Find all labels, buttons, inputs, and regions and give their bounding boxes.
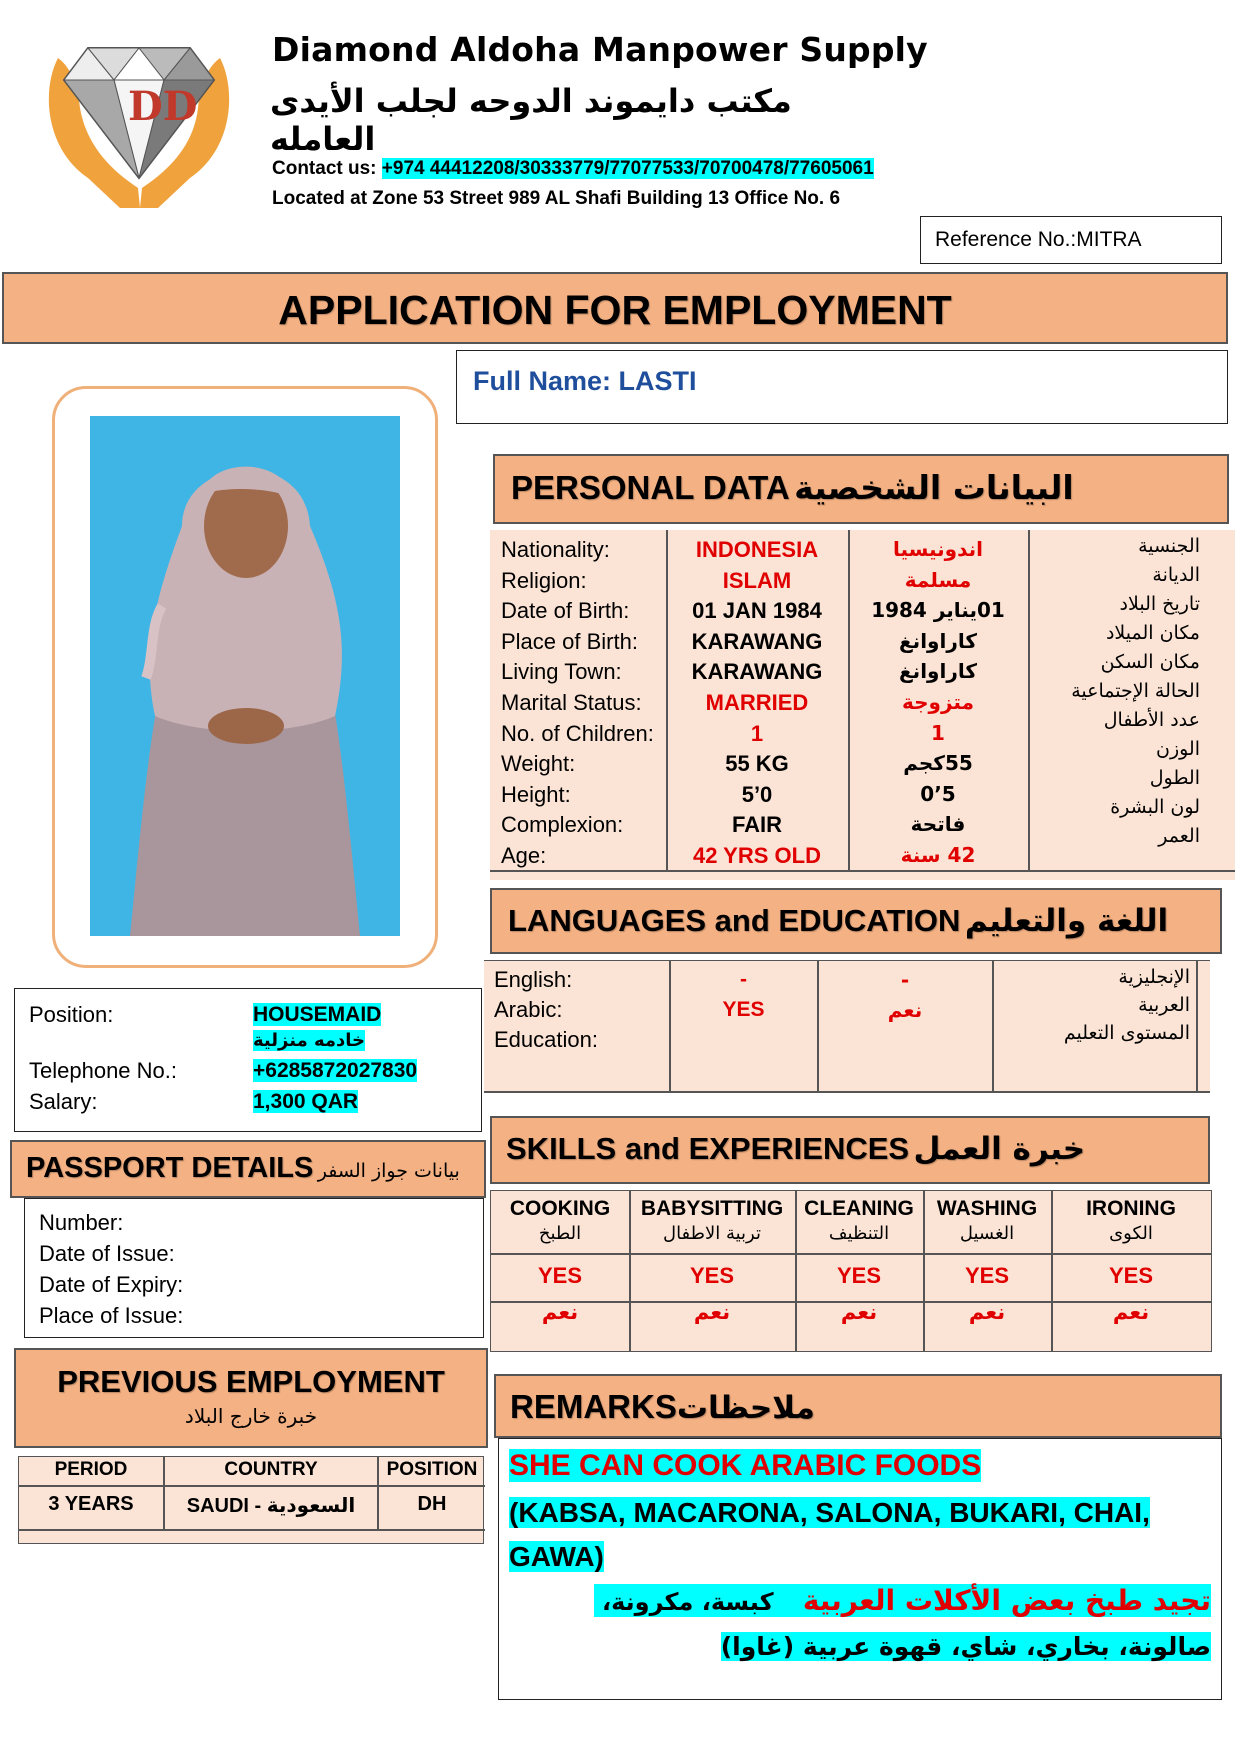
remarks-heading-en: REMARKS: [510, 1388, 677, 1425]
reference-number: Reference No.:MITRA: [935, 228, 1142, 251]
personal-value-ar: مسلمة: [904, 567, 972, 592]
personal-labels-ar: [1030, 530, 1200, 880]
position-value-ar: خادمه منزلية: [253, 1030, 366, 1051]
contact-line: [272, 158, 874, 180]
previous-employment-table: [18, 1456, 484, 1544]
personal-value-en: 55 KG: [725, 751, 789, 777]
passport-field-label: Place of Issue:: [39, 1303, 184, 1328]
skills-table: [490, 1190, 1212, 1352]
personal-values-ar: [850, 530, 1026, 880]
personal-value-ar: فاتحة: [910, 812, 966, 837]
phone-label: Telephone No.:: [29, 1058, 177, 1083]
divider: [484, 1091, 1210, 1093]
personal-value-en: 42 YRS OLD: [693, 842, 821, 868]
personal-value-ar: 55كجم: [903, 751, 973, 776]
page-title: APPLICATION FOR EMPLOYMENT: [278, 287, 952, 333]
personal-label-en: Height:: [501, 781, 571, 807]
language-labels-ar: [996, 963, 1190, 1047]
salary-label: Salary:: [29, 1089, 98, 1114]
position-box: [14, 988, 482, 1132]
column-header-country: COUNTRY: [224, 1459, 318, 1480]
personal-value-en: 01 JAN 1984: [692, 598, 822, 624]
personal-label-ar: الوزن: [1155, 738, 1200, 760]
personal-label-en: Age:: [501, 842, 547, 868]
personal-value-ar: 5’0: [920, 781, 956, 806]
personal-data-table: [490, 530, 1235, 880]
salary-value: 1,300 QAR: [253, 1090, 359, 1113]
remarks-heading-ar: ملاحظات: [676, 1390, 815, 1426]
skill-name-ar: الكوى: [1109, 1223, 1153, 1244]
cell-period: 3 YEARS: [48, 1493, 134, 1515]
divider: [19, 1485, 485, 1487]
skill-yes: YES: [1108, 1263, 1154, 1288]
personal-label-ar: تاريخ البلاد: [1119, 593, 1200, 615]
personal-value-ar: اندونيسيا: [892, 537, 984, 561]
personal-value-en: MARRIED: [705, 689, 809, 715]
skill-name-ar: الغسيل: [959, 1223, 1015, 1244]
cell-country: SAUDI - السعودية: [186, 1495, 356, 1517]
languages-table: [484, 960, 1210, 1092]
language-value-ar: [820, 1025, 990, 1055]
divider: [1196, 961, 1198, 1091]
personal-value-ar: كاراوانغ: [899, 659, 977, 684]
language-value-en: -: [740, 968, 747, 991]
skill-name: CLEANING: [804, 1197, 914, 1220]
skill-naam: نعم: [1112, 1300, 1150, 1324]
previous-employment-heading-ar: خبرة خارج البلاد: [184, 1404, 318, 1428]
skill-column: [629, 1191, 795, 1351]
column-header-position: POSITION: [386, 1459, 478, 1480]
reference-box: [920, 216, 1222, 264]
skill-naam: نعم: [840, 1300, 878, 1324]
languages-header: [490, 888, 1222, 954]
logo-letters: DD: [128, 83, 198, 130]
personal-label-ar: عدد الأطفال: [1103, 709, 1200, 731]
skill-column: [1051, 1191, 1211, 1351]
personal-data-header: [493, 454, 1229, 524]
position-label: Position:: [29, 1002, 114, 1027]
personal-label-en: Religion:: [501, 567, 587, 593]
company-name-en: Diamond Aldoha Manpower Supply: [272, 30, 928, 69]
personal-value-en: 1: [750, 720, 764, 746]
contact-numbers: +974 44412208/30333779/77077533/70700478/77605061: [381, 158, 874, 179]
position-value: HOUSEMAID: [253, 1003, 382, 1026]
personal-label-en: Living Town:: [501, 659, 622, 685]
cell-position: DH: [417, 1493, 447, 1515]
skill-yes: YES: [689, 1263, 735, 1288]
skill-name: COOKING: [509, 1197, 611, 1220]
language-label-en: Arabic:: [494, 997, 563, 1022]
passport-field-label: Date of Expiry:: [39, 1272, 184, 1297]
personal-label-ar: الحالة الإجتماعية: [1071, 680, 1200, 702]
personal-label-ar: لون البشرة: [1110, 796, 1200, 818]
personal-label-ar: مكان الميلاد: [1105, 622, 1200, 644]
company-logo: [28, 38, 250, 214]
personal-data-heading-en: PERSONAL DATA: [511, 469, 790, 506]
skills-heading-ar: خبرة العمل: [913, 1131, 1086, 1167]
applicant-photo: [90, 416, 400, 936]
personal-values-en: [668, 530, 846, 880]
divider: [19, 1529, 485, 1531]
remarks-ar-line-2: صالونة، بخاري، شاي، قهوة عربية (غاوا): [720, 1632, 1211, 1661]
passport-heading-en: PASSPORT DETAILS: [26, 1152, 314, 1184]
passport-field-label: Number:: [39, 1210, 124, 1235]
skill-naam: نعم: [693, 1300, 731, 1324]
full-name: Full Name: LASTI: [473, 366, 697, 396]
skills-header: [490, 1116, 1210, 1184]
passport-heading-ar: بيانات جواز السفر: [317, 1160, 460, 1182]
personal-label-en: Place of Birth:: [501, 628, 638, 654]
personal-value-en: KARAWANG: [691, 659, 823, 685]
remarks-box: [498, 1438, 1222, 1700]
languages-heading-ar: اللغة والتعليم: [964, 903, 1169, 939]
personal-value-en: ISLAM: [722, 567, 792, 593]
skill-name-ar: الطبخ: [538, 1223, 582, 1244]
previous-employment-header: [14, 1348, 488, 1448]
language-values-ar: [820, 965, 990, 1055]
language-label-en: Education:: [494, 1027, 598, 1052]
full-name-box: [456, 350, 1228, 424]
personal-label-en: Date of Birth:: [501, 598, 630, 624]
skill-name: WASHING: [936, 1197, 1038, 1220]
remarks-ar-red: تجيد طبخ بعض الأكلات العربية: [802, 1584, 1211, 1617]
language-value-en: [672, 1025, 815, 1055]
skill-name-ar: تربية الاطفال: [662, 1223, 761, 1244]
phone-value: +6285872027830: [253, 1059, 418, 1082]
personal-value-en: 5’0: [741, 781, 773, 807]
remarks-line-1: SHE CAN COOK ARABIC FOODS: [509, 1449, 982, 1482]
language-label-ar: العربية: [1138, 994, 1190, 1016]
personal-label-en: Marital Status:: [501, 689, 642, 715]
language-value-en: YES: [722, 998, 765, 1021]
language-labels-en: [494, 965, 664, 1055]
personal-label-ar: مكان السكن: [1100, 651, 1200, 673]
personal-data-heading-ar: البيانات الشخصية: [794, 468, 1074, 507]
divider: [669, 961, 671, 1091]
language-label-en: English:: [494, 967, 573, 992]
personal-value-ar: كاراوانغ: [899, 628, 977, 653]
divider: [992, 961, 994, 1091]
personal-labels-en: [493, 530, 665, 880]
personal-label-ar: الجنسية: [1138, 535, 1200, 557]
personal-value-en: INDONESIA: [695, 537, 819, 562]
skill-naam: نعم: [541, 1300, 579, 1324]
position-value-block: [253, 999, 381, 1052]
skill-column: [923, 1191, 1051, 1351]
company-address: Located at Zone 53 Street 989 AL Shafi Building 13 Office No. 6: [272, 188, 841, 209]
personal-value-en: FAIR: [731, 812, 783, 838]
skill-name-ar: التنظيف: [828, 1223, 890, 1244]
company-name-ar: مكتب دايموند الدوحه لجلب الأيدى العامله: [270, 82, 792, 158]
personal-value-en: KARAWANG: [691, 628, 823, 654]
language-value-ar: -: [900, 968, 910, 992]
skill-name: BABYSITTING: [640, 1197, 784, 1220]
skill-yes: YES: [537, 1263, 583, 1288]
column-header-period: PERIOD: [54, 1459, 128, 1480]
skill-column: [491, 1191, 629, 1351]
skill-yes: YES: [836, 1263, 882, 1288]
language-value-ar: نعم: [887, 998, 923, 1022]
remarks-ar-black: كبسة، مكرونة،: [602, 1588, 774, 1616]
personal-value-ar: 42 سنة: [900, 842, 976, 867]
passport-details-box: [24, 1198, 484, 1338]
personal-value-ar: 01يناير 1984: [871, 598, 1005, 623]
personal-value-ar: متزوجة: [902, 689, 974, 714]
personal-label-en: No. of Children:: [501, 720, 654, 746]
language-values-en: [672, 965, 815, 1055]
personal-label-ar: الطول: [1149, 767, 1200, 789]
skill-column: [795, 1191, 923, 1351]
personal-label-en: Nationality:: [501, 537, 610, 562]
remarks-header: [494, 1374, 1222, 1438]
title-bar: [2, 272, 1228, 344]
personal-label-ar: الديانة: [1152, 564, 1200, 586]
personal-label-en: Complexion:: [501, 812, 624, 838]
remarks-line-2: (KABSA, MACARONA, SALONA, BUKARI, CHAI,: [509, 1497, 1150, 1528]
contact-label: Contact us:: [272, 158, 382, 179]
divider: [817, 961, 819, 1091]
skill-naam: نعم: [968, 1300, 1006, 1324]
languages-heading-en: LANGUAGES and EDUCATION: [508, 903, 961, 938]
previous-employment-heading-en: PREVIOUS EMPLOYMENT: [57, 1364, 445, 1399]
passport-header: [10, 1140, 486, 1198]
skill-yes: YES: [964, 1263, 1010, 1288]
language-label-ar: الإنجليزية: [1118, 966, 1190, 988]
language-label-ar: المستوى التعليم: [1063, 1022, 1190, 1044]
skills-heading-en: SKILLS and EXPERIENCES: [506, 1131, 910, 1166]
personal-label-en: Weight:: [501, 751, 576, 777]
passport-field-label: Date of Issue:: [39, 1241, 175, 1266]
skill-name: IRONING: [1086, 1197, 1176, 1220]
personal-label-ar: العمر: [1158, 825, 1200, 847]
personal-value-ar: 1: [931, 720, 945, 745]
remarks-line-3: GAWA): [509, 1541, 604, 1572]
